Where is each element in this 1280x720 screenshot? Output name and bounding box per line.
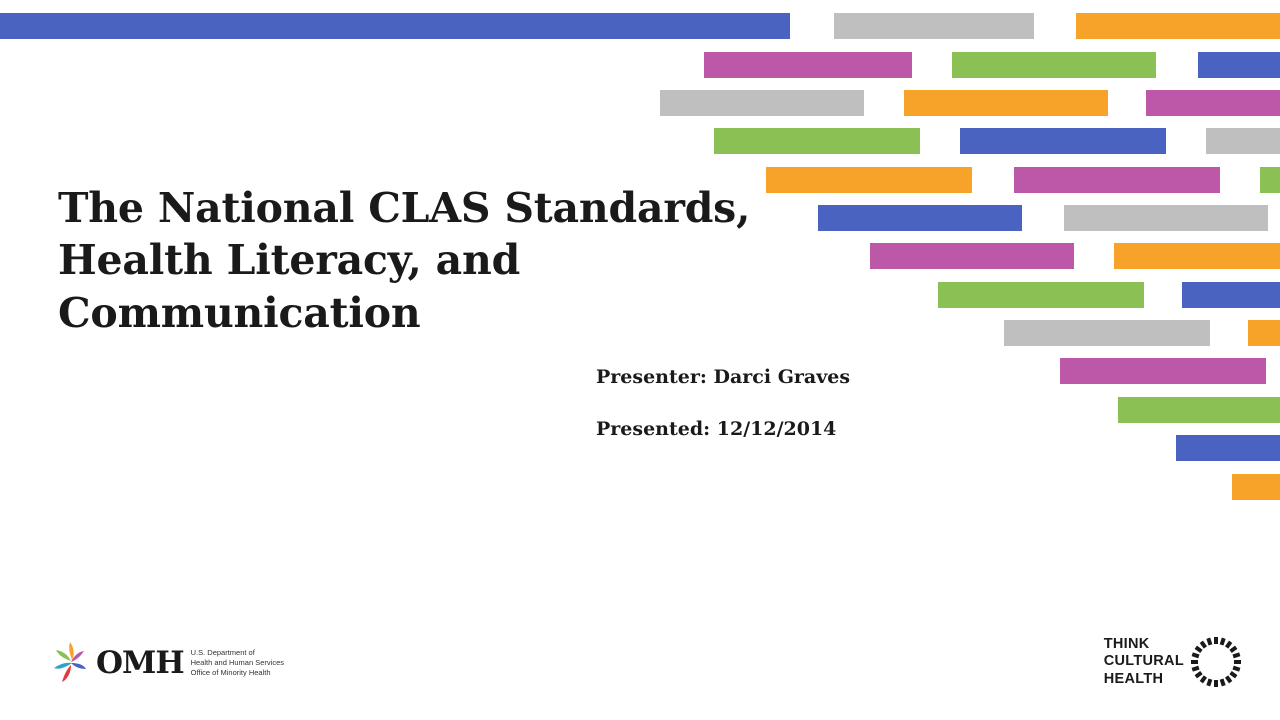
decorative-bar bbox=[904, 90, 1108, 116]
burst-tick bbox=[1229, 646, 1237, 653]
burst-tick bbox=[1206, 638, 1212, 646]
decorative-bar bbox=[1198, 52, 1280, 78]
decorative-bar bbox=[1076, 13, 1280, 39]
decorative-bar bbox=[1248, 320, 1280, 346]
burst-tick bbox=[1191, 660, 1198, 664]
omh-logo bbox=[48, 638, 284, 688]
tch-line-1: THINK bbox=[1103, 636, 1150, 653]
burst-tick bbox=[1195, 646, 1203, 653]
decorative-bar bbox=[766, 167, 972, 193]
decorative-bar bbox=[1064, 205, 1268, 231]
omh-starburst-icon bbox=[48, 638, 94, 688]
burst-tick bbox=[1229, 671, 1237, 678]
think-cultural-health-wordmark bbox=[1104, 636, 1184, 687]
burst-tick bbox=[1234, 660, 1241, 664]
title-line-2: Health Literacy, and bbox=[58, 236, 521, 285]
burst-tick bbox=[1200, 675, 1207, 683]
burst-tick bbox=[1214, 637, 1218, 644]
decorative-bar bbox=[1176, 435, 1280, 461]
page-title bbox=[58, 182, 758, 339]
decorative-bar bbox=[960, 128, 1166, 154]
burst-tick bbox=[1220, 679, 1226, 687]
decorative-bar bbox=[1014, 167, 1220, 193]
omh-agency-line-3: Office of Minority Health bbox=[190, 668, 271, 678]
burst-tick bbox=[1206, 679, 1212, 687]
decorative-bar bbox=[1146, 90, 1280, 116]
burst-tick bbox=[1233, 666, 1241, 672]
decorative-bar bbox=[818, 205, 1022, 231]
decorative-bar bbox=[1260, 167, 1280, 193]
decorative-bar bbox=[714, 128, 920, 154]
omh-wordmark: OMH bbox=[96, 644, 184, 681]
decorative-bar bbox=[1206, 128, 1280, 154]
presenter-label: Presenter: Darci Graves bbox=[596, 366, 851, 388]
omh-agency-line-2: Health and Human Services bbox=[190, 657, 284, 667]
presented-date-label: Presented: 12/12/2014 bbox=[596, 418, 837, 440]
decorative-bar bbox=[938, 282, 1144, 308]
omh-agency-text bbox=[191, 648, 284, 678]
burst-tick bbox=[1233, 652, 1241, 658]
burst-tick bbox=[1225, 675, 1232, 683]
burst-tick bbox=[1214, 680, 1218, 687]
tch-line-2: CULTURAL bbox=[1103, 653, 1184, 670]
decorative-bar bbox=[952, 52, 1156, 78]
decorative-bar bbox=[1232, 474, 1280, 500]
decorative-bar bbox=[1118, 397, 1280, 423]
decorative-bar bbox=[834, 13, 1034, 39]
decorative-bar bbox=[1060, 358, 1266, 384]
decorative-bar bbox=[870, 243, 1074, 269]
radiating-burst-icon bbox=[1190, 636, 1242, 688]
omh-agency-line-1: U.S. Department of bbox=[190, 647, 255, 657]
tch-line-3: HEALTH bbox=[1103, 670, 1164, 687]
decorative-bar bbox=[1114, 243, 1280, 269]
burst-tick bbox=[1200, 641, 1207, 649]
decorative-bar bbox=[0, 13, 790, 39]
decorative-bar bbox=[660, 90, 864, 116]
burst-tick bbox=[1192, 652, 1200, 658]
title-line-3: Communication bbox=[58, 288, 421, 337]
decorative-bar bbox=[1004, 320, 1210, 346]
title-line-1: The National CLAS Standards, bbox=[58, 184, 751, 232]
think-cultural-health-logo bbox=[1104, 636, 1242, 688]
decorative-bar bbox=[1182, 282, 1280, 308]
decorative-bar bbox=[704, 52, 912, 78]
